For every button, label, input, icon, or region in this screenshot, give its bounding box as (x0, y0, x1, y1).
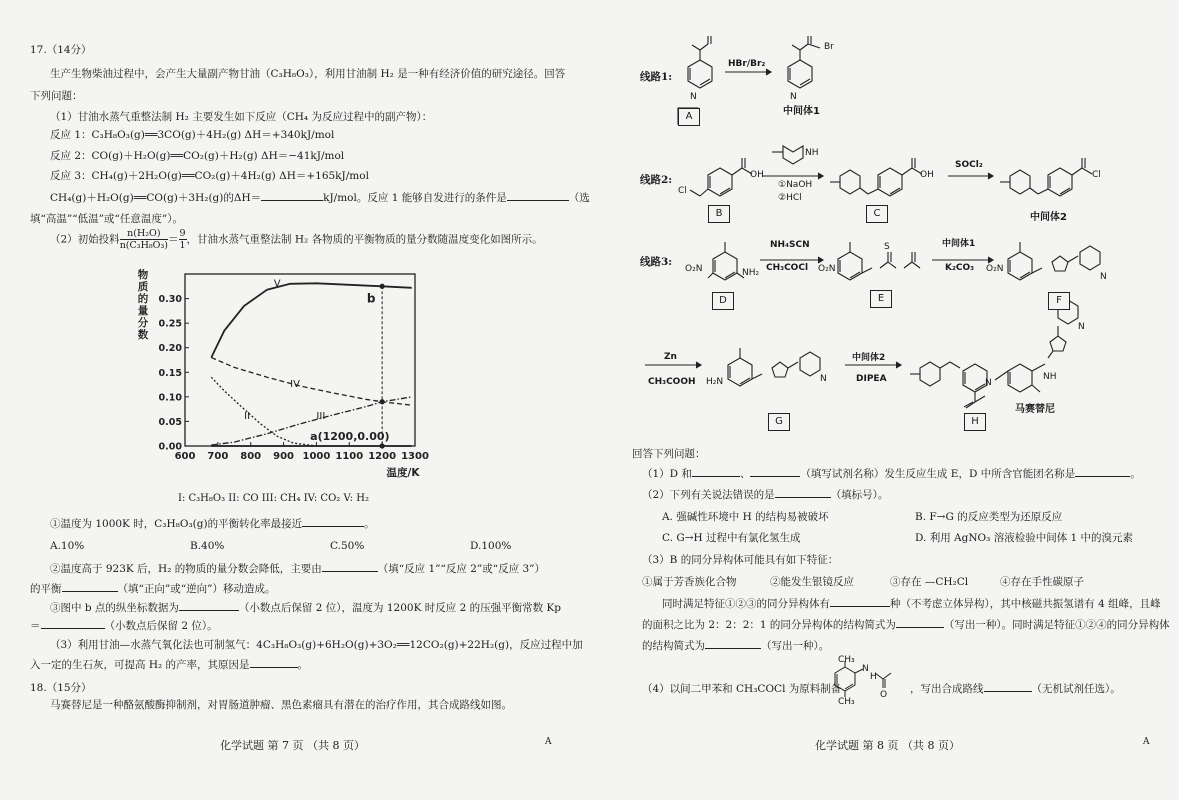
answer-blank[interactable] (250, 657, 298, 668)
pyridine-n-label: N (690, 92, 697, 102)
oh-label: OH (750, 170, 764, 180)
label-box-c: C (866, 205, 888, 223)
q18-sub2 (642, 487, 888, 502)
route3-reagent-ch3cocl: CH₃COCl (766, 263, 809, 273)
q17-part2 (50, 228, 543, 251)
y-axis-label-char: 量 (137, 305, 149, 317)
q18-option-b: B. F→G 的反应类型为还原反应 (915, 511, 1063, 523)
q17-sub2-text-a: ②温度高于 923K 后，H₂ 的物质的量分数会降低，主要由 (50, 563, 322, 575)
compound-d-structure (708, 242, 744, 280)
x-tick-label: 700 (207, 451, 229, 462)
reaction-4-condition-text: kJ/mol。反应 1 能够自发进行的条件是 (323, 192, 507, 204)
feature-1: ①属于芳香族化合物 (642, 576, 737, 588)
route1-reagent: HBr/Br₂ (728, 59, 766, 69)
feed-ratio-fraction (120, 228, 168, 251)
route4-reagent-intermediate2: 中间体2 (852, 353, 886, 363)
reaction-4-line2: 填“高温”“低温”或“任意温度”）。 (30, 213, 183, 225)
chart-legend-line: I: C₃H₈O₃ II: CO III: CH₄ IV: CO₂ V: H₂ (178, 493, 369, 504)
route2-reagent-hcl: ②HCl (778, 193, 802, 203)
y-axis-label-char: 分 (137, 317, 149, 329)
comma: 、 (739, 468, 751, 480)
route4-reagent-zn: Zn (664, 352, 677, 362)
route2-product-name: 中间体2 (1030, 212, 1067, 223)
label-box-a: A (678, 108, 700, 126)
period: 。 (297, 659, 309, 671)
label-box-g: G (768, 413, 790, 431)
q17-sub2-text-d: （填“正向”或“逆向”）移动造成。 (117, 583, 276, 595)
q17-sub3 (50, 600, 561, 615)
q18-sub1 (642, 466, 1141, 481)
chloro-label: Cl (678, 186, 687, 196)
feature-2: ②能发生银镜反应 (770, 576, 854, 588)
answer-blank[interactable] (830, 596, 890, 607)
q18-sub3-text-c: 的面积之比为 2：2：2：1 的同分异构体的结构简式为 (642, 619, 896, 631)
q17-sub2-text-c: 的平衡 (30, 583, 62, 595)
series-line-V (211, 283, 411, 357)
q17-part3: （3）利用甘油—水蒸气氧化法也可制氢气：4C₃H₈O₃(g)+6H₂O(g)+3O₂══12CO₂(g)+22H₂(g)，反应过程中加 (50, 639, 583, 651)
molecule-carbonyl-o: O (880, 690, 888, 700)
answer-blank[interactable] (261, 190, 323, 201)
intermediate-1-structure (788, 36, 820, 88)
q18-sub4-text-a: （4）以间二甲苯和 CH₃COCl 为原料制备 (642, 683, 842, 695)
pyridine-n-label: N (820, 374, 827, 384)
q18-sub3-line1 (662, 596, 1161, 611)
label-box-f: F (1048, 292, 1070, 310)
part2-text-a: （2）初始投料 (50, 233, 120, 246)
period: 。 (364, 518, 375, 530)
compound-g-structure (728, 348, 820, 386)
y-tick-label: 0.25 (158, 318, 182, 330)
option-a: A.10% (50, 540, 85, 552)
y-tick-label: 0.30 (158, 294, 182, 306)
label-box-h: H (964, 413, 986, 431)
period: 。 (1130, 468, 1141, 480)
q18-sub3-line2 (642, 617, 1170, 632)
compound-f-structure (1008, 242, 1100, 280)
methylpiperazine-structure (772, 146, 803, 164)
synthesis-scheme (600, 0, 1179, 440)
amine-label: H₂N (706, 377, 724, 387)
y-tick-label: 0.15 (158, 367, 182, 379)
q17-sub3-text-d: （小数点后保留 2 位）。 (104, 620, 218, 632)
q17-intro-line2: 下列问题： (30, 90, 83, 102)
route2-reagent-socl2: SOCl₂ (955, 160, 983, 170)
answer-blank[interactable] (302, 516, 364, 527)
q18-sub4-text-b: ，写出合成路线 (910, 683, 984, 695)
q18-sub3-text-b: 种（不考虑立体异构），其中核磁共振氢谱有 4 组峰，且峰 (890, 598, 1161, 610)
label-box-b: B (708, 205, 730, 223)
y-tick-label: 0.20 (158, 343, 182, 355)
feature-4: ④存在手性碳原子 (1000, 576, 1084, 588)
q18-sub3-line3 (642, 638, 829, 653)
part2-text-b: ，甘油水蒸气重整法制 H₂ 各物质的平衡物质的量分数随温度变化如图所示。 (186, 233, 543, 246)
molecule-amide-n: N (862, 664, 869, 674)
q18-sub3-text-a: 同时满足特征①②③的同分异构体有 (662, 598, 830, 610)
route2-label: 线路2: (640, 174, 673, 186)
route3-reagent-k2co3: K₂CO₃ (945, 263, 975, 273)
answer-blank[interactable] (322, 561, 378, 572)
answer-blank[interactable] (692, 466, 740, 477)
q18-sub3-text-d: （写出一种）。同时满足特征①②④的同分异构体 (943, 619, 1170, 631)
compound-e-structure (838, 242, 920, 280)
q17-sub3-text-b: （小数点后保留 2 位），温度为 1200K 时反应 2 的压强平衡常数 Kp (238, 602, 562, 614)
answer-prompt: 回答下列问题： (632, 448, 706, 460)
route4-reagent-dipea: DIPEA (856, 374, 887, 384)
route3-reagent-nh4scn: NH₄SCN (770, 240, 810, 250)
route3-label: 线路3: (640, 256, 673, 268)
y-tick-label: 0.10 (158, 392, 182, 404)
product-name: 马赛替尼 (1015, 404, 1055, 415)
q17-sub2-text-b: （填“反应 1”“反应 2”或“反应 3”） (377, 563, 546, 575)
y-tick-label: 0.00 (158, 441, 182, 453)
answer-blank[interactable] (775, 487, 831, 498)
equals-sign: ＝ (168, 233, 179, 246)
q18-sub4-line (910, 681, 1121, 696)
marked-point (380, 399, 385, 404)
pyridine-n-label: N (1100, 272, 1107, 282)
route4-reagent-acetic-acid: CH₃COOH (648, 377, 696, 387)
reaction-3: 反应 3：CH₄(g)＋2H₂O(g)══CO₂(g)＋4H₂(g) ΔH＝+165kJ/mol (50, 170, 369, 182)
q17-sub1-text: ①温度为 1000K 时，C₃H₈O₃(g)的平衡转化率最接近 (50, 518, 303, 530)
molecule-amide-h: H (870, 672, 877, 682)
nitro-label: O₂N (685, 264, 703, 274)
y-tick-label: 0.05 (158, 416, 182, 428)
x-tick-label: 1200 (368, 451, 397, 462)
bromine-label: Br (824, 42, 834, 52)
reaction-4-line (50, 190, 590, 205)
pyridine-n-label: N (790, 92, 797, 102)
q18-sub3: （3）B 的同分异构体可能具有如下特征： (642, 554, 839, 566)
reaction-4-text: CH₄(g)＋H₂O(g)══CO(g)＋3H₂(g)的ΔH＝ (50, 192, 262, 204)
series-label-III: III (316, 410, 326, 422)
route1-product-name: 中间体1 (783, 106, 820, 117)
page-footer: 化学试题 第 8 页 （共 8 页） (815, 739, 960, 752)
label-box-e: E (870, 290, 892, 308)
oh-label: OH (920, 170, 934, 180)
reaction-2: 反应 2：CO(g)＋H₂O(g)══CO₂(g)＋H₂(g) ΔH＝−41kJ/mol (50, 150, 345, 162)
nh-label: N (985, 378, 992, 388)
series-label-II: II (244, 410, 251, 422)
cl-label: Cl (1092, 170, 1101, 180)
nh-label: NH (805, 148, 819, 158)
route2-reagent-naoh: ①NaOH (778, 180, 813, 190)
nitro-label: O₂N (818, 264, 836, 274)
nh-label: NH (1043, 372, 1057, 382)
q18-option-a: A. 强碱性环境中 H 的结构易被破坏 (662, 511, 829, 523)
q18-option-c: C. G→H 过程中有氯化氢生成 (662, 532, 801, 544)
route1-label: 线路1: (640, 71, 673, 83)
paper-version-mark: A (1143, 737, 1150, 747)
exam-page-8 (600, 0, 1179, 800)
x-axis-label: 温度/K (386, 467, 420, 479)
q17-part1: （1）甘油水蒸气重整法制 H₂ 主要发生如下反应（CH₄ 为反应过程中的副产物）： (50, 111, 433, 123)
x-tick-label: 800 (240, 451, 262, 462)
q18-sub2-text-end: （填标号）。 (830, 489, 889, 501)
mole-fraction-chart (135, 262, 435, 487)
q18-sub3-text-e: 的结构简式为 (642, 640, 705, 652)
answer-blank[interactable] (1075, 466, 1130, 477)
route3-reagent-intermediate1: 中间体1 (942, 239, 976, 249)
q18-option-d: D. 利用 AgNO₃ 溶液检验中间体 1 中的溴元素 (915, 532, 1134, 544)
answer-blank[interactable] (705, 638, 761, 649)
x-tick-label: 1100 (335, 451, 364, 462)
point-annotation: a(1200,0.00) (310, 430, 390, 443)
q17-sub1 (50, 516, 375, 531)
molecule-methyl-bottom: CH₃ (838, 697, 855, 707)
series-line-IV (211, 358, 411, 406)
3-acetylpyridine-structure (688, 36, 712, 88)
q17-sub2 (50, 561, 545, 576)
q18-intro: 马赛替尼是一种酪氨酸酶抑制剂，对胃肠道肿瘤、黑色素瘤具有潜在的治疗作用，其合成路线如图。 (50, 699, 512, 711)
plot-frame (185, 274, 415, 446)
answer-blank[interactable] (507, 190, 569, 201)
x-tick-label: 1300 (401, 451, 429, 462)
q17-part3-text: 入一定的生石灰，可提高 H₂ 的产率，其原因是 (30, 659, 250, 671)
x-tick-label: 900 (273, 451, 295, 462)
fraction-denominator: n(C₃H₈O₃) (119, 240, 168, 251)
label-box-d: D (712, 292, 734, 310)
answer-blank[interactable] (984, 681, 1032, 692)
y-axis-label-char: 的 (137, 293, 149, 305)
point-annotation: b (366, 291, 376, 306)
answer-blank[interactable] (750, 466, 800, 477)
x-tick-label: 600 (174, 451, 196, 462)
paper-version-mark: A (545, 737, 552, 747)
q17-intro-line1: 生产生物柴油过程中，会产生大量副产物甘油（C₃H₈O₃），利用甘油制 H₂ 是一种有经济价值的研究途径。回答 (50, 68, 566, 80)
reaction-4-choose-text: （选 (568, 192, 590, 204)
compound-b-structure (690, 158, 752, 196)
pyridine-n-label: N (1078, 322, 1085, 332)
ratio-value (179, 228, 187, 251)
option-b: B.40% (190, 540, 225, 552)
ratio-denominator: 1 (179, 240, 186, 251)
molecule-methyl-top: CH₃ (838, 655, 855, 665)
question-17-header: 17.（14分） (30, 44, 92, 56)
nitro-label: O₂N (986, 264, 1004, 274)
y-axis-label-char: 物 (137, 269, 149, 281)
compound-h-structure (910, 300, 1078, 408)
q18-sub1-text-c: （填写试剂名称）发生反应生成 E，D 中所含官能团名称是 (800, 468, 1076, 480)
q17-sub3-text-a: ③图中 b 点的纵坐标数据为 (50, 602, 179, 614)
q18-sub2-text: （2）下列有关说法错误的是 (642, 489, 775, 501)
fraction-numerator: n(H₂O) (120, 228, 168, 240)
marked-point (380, 443, 385, 448)
page-footer: 化学试题 第 7 页 （共 8 页） (220, 739, 365, 752)
feature-3: ③存在 —CH₂Cl (890, 576, 969, 588)
series-label-V: V (273, 278, 281, 290)
option-d: D.100% (470, 540, 512, 552)
answer-blank[interactable] (41, 618, 105, 629)
amine-label: NH₂ (742, 268, 760, 278)
equals-sign: ＝ (30, 620, 41, 632)
series-label-IV: IV (290, 379, 300, 391)
reaction-1: 反应 1：C₃H₈O₃(g)══3CO(g)＋4H₂(g) ΔH＝+340kJ/mol (50, 129, 335, 141)
q17-sub3-line2 (30, 618, 218, 633)
q18-sub4-text-c: （无机试剂任选）。 (1031, 683, 1121, 695)
intermediate-2-structure (1000, 158, 1092, 196)
q18-sub1-text-a: （1）D 和 (642, 468, 692, 480)
q17-sub2-line2 (30, 581, 275, 596)
sulfur-label: S (884, 242, 890, 252)
answer-blank[interactable] (179, 600, 239, 611)
marked-point (380, 284, 385, 289)
question-18-header: 18.（15分） (30, 682, 92, 694)
y-axis-label-char: 数 (137, 329, 149, 341)
ratio-numerator: 9 (179, 228, 186, 239)
answer-blank[interactable] (62, 581, 118, 592)
x-tick-label: 1000 (302, 451, 331, 462)
answer-blank[interactable] (896, 617, 944, 628)
y-axis-label-char: 质 (137, 281, 149, 293)
option-c: C.50% (330, 540, 365, 552)
q17-part3-line2 (30, 657, 308, 672)
q18-sub3-text-f: （写出一种）。 (761, 640, 830, 652)
compound-c-structure (830, 158, 922, 196)
